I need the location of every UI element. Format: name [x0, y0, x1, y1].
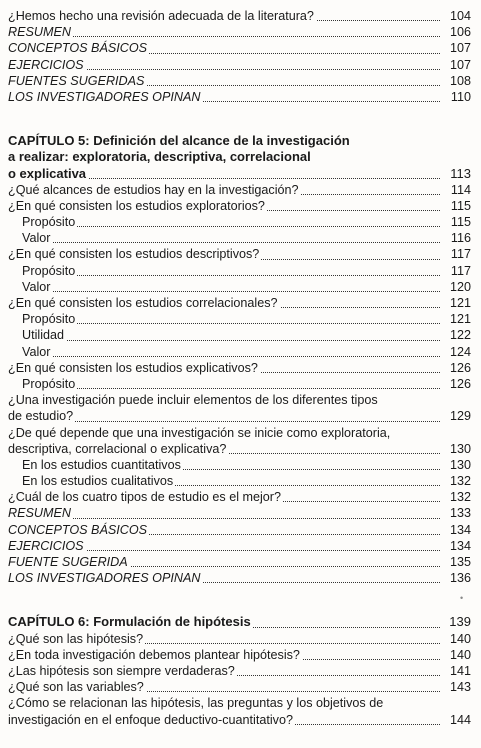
page-number: 140: [442, 647, 471, 663]
page-number: 115: [442, 214, 471, 230]
toc-subentry[interactable]: Valor 116: [22, 231, 471, 246]
toc-entry[interactable]: ¿En qué consisten los estudios descriptivos? 117: [8, 247, 471, 262]
page-number: 136: [442, 570, 471, 586]
toc-subentry[interactable]: Utilidad 122: [22, 328, 471, 343]
toc-entry-multiline[interactable]: ¿De qué depende que una investigación se inicie como exploratoria, descriptiva, correlacional o explicativa? 130: [8, 425, 471, 456]
toc-subentry[interactable]: Valor 120: [22, 279, 471, 294]
toc-entry-multiline[interactable]: ¿Una investigación puede incluir elementos de los diferentes tipos de estudio? 129: [8, 393, 471, 424]
toc-subentry[interactable]: Propósito 121: [22, 312, 471, 327]
toc-entry[interactable]: EJERCICIOS 107: [8, 57, 471, 72]
toc-entry[interactable]: ¿Cuál de los cuatro tipos de estudio es el mejor? 132: [8, 490, 471, 505]
toc-subentry[interactable]: Valor 124: [22, 344, 471, 359]
toc-entry[interactable]: LOS INVESTIGADORES OPINAN 110: [8, 89, 471, 104]
page-number: 110: [442, 89, 471, 105]
toc-entry[interactable]: ¿En qué consisten los estudios correlacionales? 121: [8, 296, 471, 310]
toc-section-top: [8, 8, 474, 105]
toc-entry[interactable]: FUENTE SUGERIDA 135: [8, 555, 471, 569]
page-number: 124: [442, 344, 471, 360]
page-number: 133: [442, 505, 471, 521]
toc-entry[interactable]: FUENTES SUGERIDAS 108: [8, 73, 471, 88]
chapter-6-heading[interactable]: [8, 614, 474, 630]
toc-entry[interactable]: CONCEPTOS BÁSICOS 134: [8, 522, 471, 537]
page-number: 107: [442, 57, 471, 73]
page-number: 134: [442, 538, 471, 554]
page-number: 129: [442, 408, 471, 424]
page-number: 134: [442, 522, 471, 538]
toc-entry[interactable]: RESUMEN 106: [8, 25, 471, 40]
toc-entry[interactable]: CONCEPTOS BÁSICOS 107: [8, 41, 471, 56]
page-number: 104: [442, 8, 471, 24]
toc-entry[interactable]: RESUMEN 133: [8, 506, 471, 521]
toc-entry[interactable]: ¿Las hipótesis son siempre verdaderas? 141: [8, 663, 471, 678]
page-number: 106: [442, 24, 471, 40]
toc-entry[interactable]: ¿Qué alcances de estudios hay en la investigación? 114: [8, 182, 471, 197]
chapter-5-heading[interactable]: [8, 133, 474, 182]
toc-entry[interactable]: ¿En qué consisten los estudios explicativos? 126: [8, 360, 471, 375]
toc-entry[interactable]: o explicativa 113: [8, 165, 471, 181]
page-number: 108: [442, 73, 471, 89]
page-number: 140: [442, 631, 471, 647]
toc-section-ch6: [8, 631, 474, 728]
toc-subentry[interactable]: En los estudios cualitativos 132: [22, 474, 471, 489]
page-number: 107: [442, 40, 471, 56]
page-number: 141: [442, 663, 471, 679]
scan-dot: •: [460, 593, 464, 604]
toc-entry[interactable]: CAPÍTULO 6: Formulación de hipótesis 139: [8, 614, 471, 630]
page-number: 130: [442, 457, 471, 473]
toc-subentry[interactable]: Propósito 117: [22, 263, 471, 278]
page-number: 120: [442, 279, 471, 295]
toc-entry-multiline[interactable]: ¿Cómo se relacionan las hipótesis, las preguntas y los objetivos de investigación en el enfoque deductivo-cuantitativo? 144: [8, 696, 471, 727]
spacer: [8, 105, 474, 133]
toc-entry[interactable]: ¿Qué son las hipótesis? 140: [8, 631, 471, 646]
page-number: 126: [442, 376, 471, 392]
toc-section-ch5: [8, 182, 474, 587]
page-number: 113: [442, 166, 471, 182]
page-number: 139: [442, 614, 471, 630]
page-number: 132: [442, 473, 471, 489]
page-number: 126: [442, 360, 471, 376]
page-number: 116: [442, 230, 471, 246]
chapter-title-line: a realizar: exploratoria, descriptiva, correlacional: [8, 149, 311, 165]
toc-subentry[interactable]: Propósito 115: [22, 215, 471, 230]
page-number: 121: [442, 311, 471, 327]
page-number: 135: [442, 554, 471, 570]
toc-entry[interactable]: ¿En qué consisten los estudios exploratorios? 115: [8, 198, 471, 213]
toc-entry[interactable]: ¿Qué son las variables? 143: [8, 680, 471, 695]
toc-subentry[interactable]: En los estudios cuantitativos 130: [22, 457, 471, 472]
spacer: [8, 586, 474, 614]
toc-entry[interactable]: EJERCICIOS 134: [8, 538, 471, 553]
toc-entry[interactable]: ¿En toda investigación debemos plantear hipótesis? 140: [8, 647, 471, 662]
page-number: 132: [442, 489, 471, 505]
page-number: 130: [442, 441, 471, 457]
page-number: 117: [442, 246, 471, 262]
page-number: 117: [442, 263, 471, 279]
page-number: 121: [442, 295, 471, 311]
page-number: 114: [442, 182, 471, 198]
toc-subentry[interactable]: Propósito 126: [22, 376, 471, 391]
table-of-contents: [8, 8, 474, 728]
page-number: 143: [442, 679, 471, 695]
chapter-title-line: CAPÍTULO 5: Definición del alcance de la investigación: [8, 133, 350, 149]
page-number: 122: [442, 327, 471, 343]
toc-entry[interactable]: ¿Hemos hecho una revisión adecuada de la literatura? 104: [8, 9, 471, 23]
toc-entry[interactable]: LOS INVESTIGADORES OPINAN 136: [8, 571, 471, 586]
page-number: 144: [442, 712, 471, 728]
page-number: 115: [442, 198, 471, 214]
